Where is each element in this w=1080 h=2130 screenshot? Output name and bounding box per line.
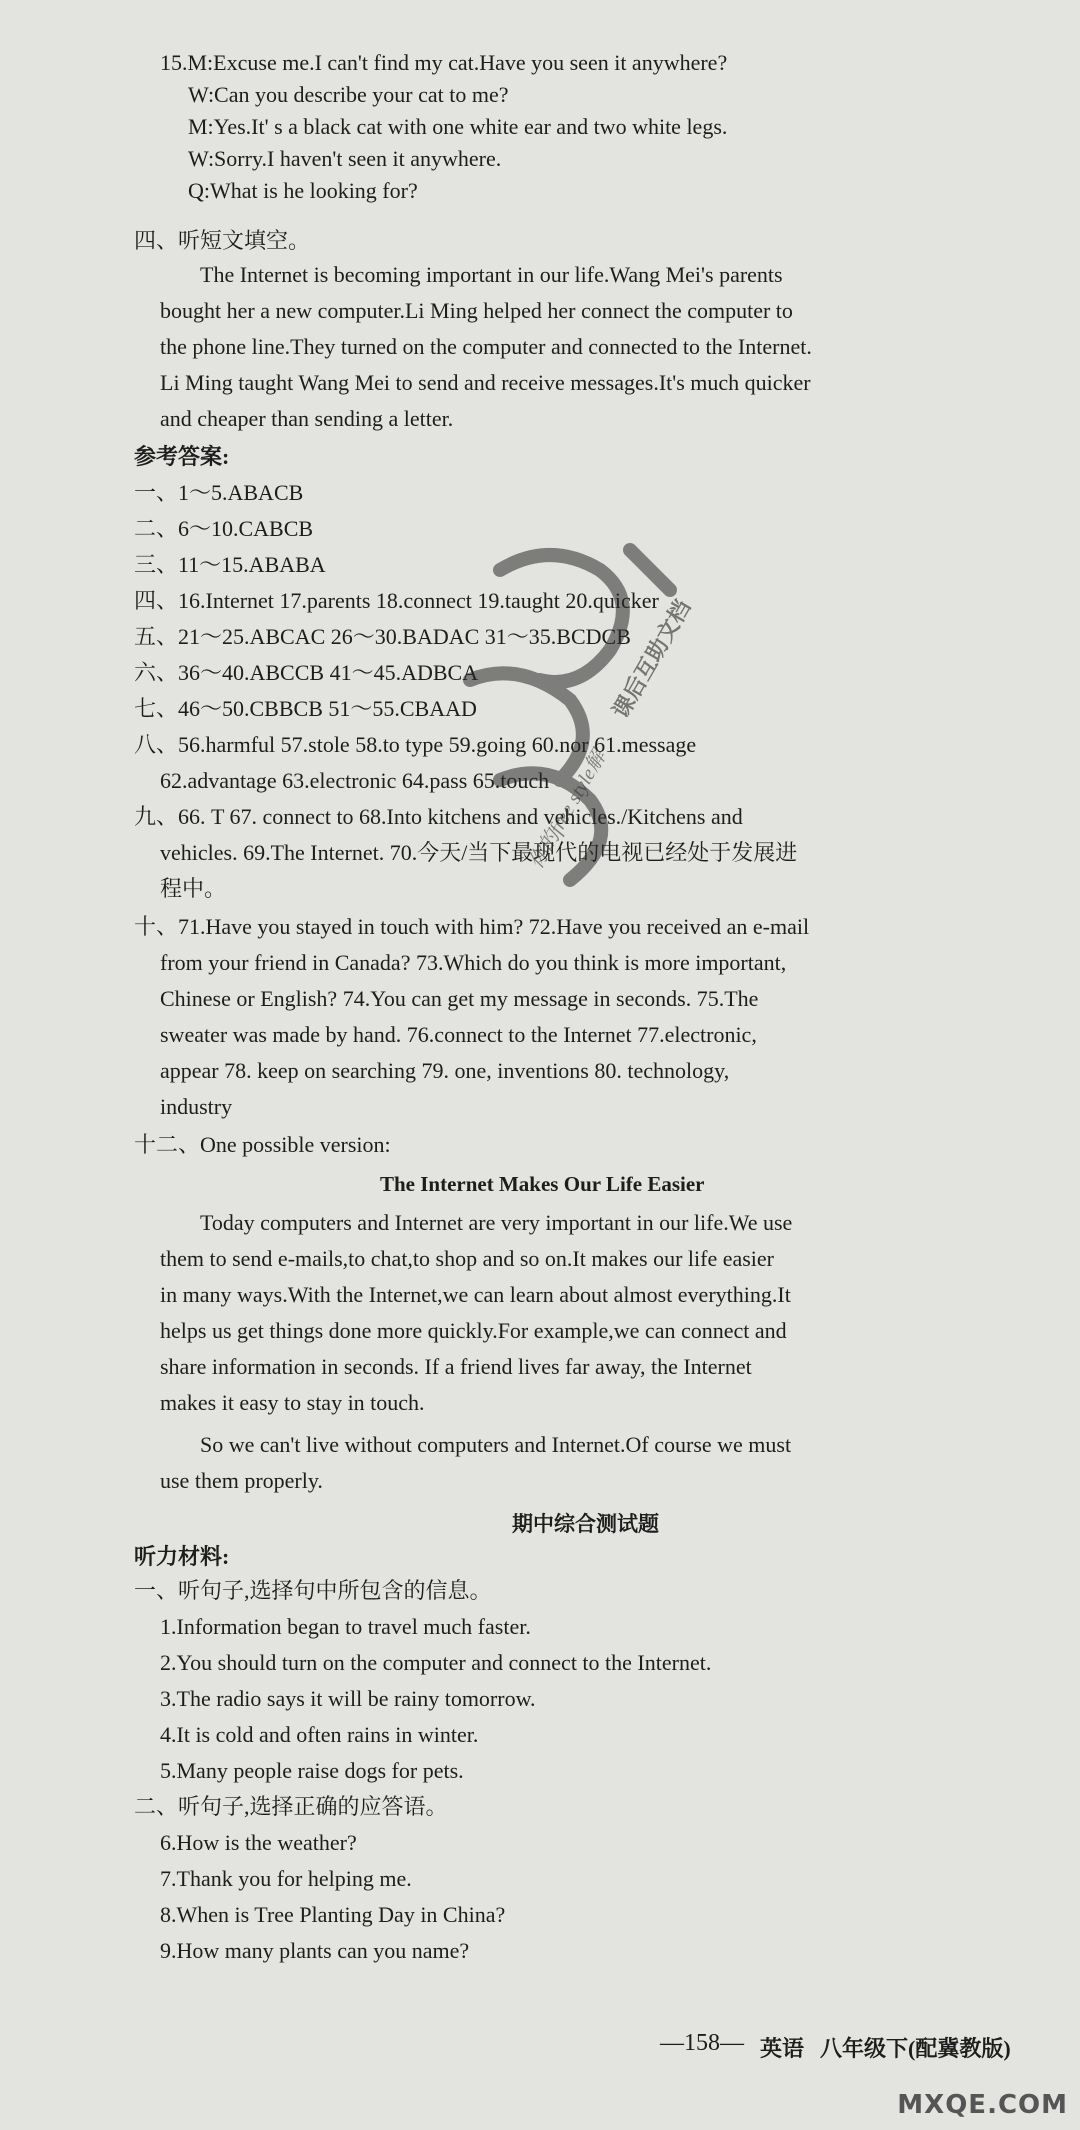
question-line: 3.The radio says it will be rainy tomorrow.: [160, 1686, 536, 1711]
question-line: 6.How is the weather?: [160, 1830, 357, 1855]
midterm-title: 期中综合测试题: [512, 1512, 659, 1536]
page-number: —158—: [660, 2030, 744, 2056]
dialogue-line: M:Yes.It' s a black cat with one white ear and two white legs.: [188, 114, 728, 139]
passage-line: bought her a new computer.Li Ming helped her connect the computer to: [160, 298, 793, 323]
answer-line: 三、11～15.ABABA: [134, 552, 326, 577]
essay-line: them to send e-mails,to chat,to shop and so on.It makes our life easier: [160, 1246, 775, 1271]
corner-logo: MXQE.COM: [897, 2090, 1068, 2120]
question-line: 8.When is Tree Planting Day in China?: [160, 1902, 506, 1927]
essay-title: The Internet Makes Our Life Easier: [380, 1172, 705, 1196]
footer-subject: 英语: [760, 2036, 805, 2061]
answer-line: 程中。: [160, 876, 227, 901]
essay-line: share information in seconds. If a friend lives far away, the Internet: [160, 1354, 752, 1379]
essay-line: makes it easy to stay in touch.: [160, 1390, 425, 1415]
answers-title: 参考答案:: [134, 444, 230, 469]
footer-grade: 八年级下(配冀教版): [820, 2036, 1011, 2061]
passage-line: the phone line.They turned on the computer and connected to the Internet.: [160, 334, 812, 359]
answer-line: 五、21～25.ABCAC 26～30.BADAC 31～35.BCDCB: [134, 624, 631, 649]
passage-line: and cheaper than sending a letter.: [160, 406, 454, 431]
answer-line: vehicles. 69.The Internet. 70.今天/当下最现代的电视已经处于发展进: [160, 840, 798, 865]
essay-line: Today computers and Internet are very important in our life.We use: [200, 1210, 793, 1235]
essay-line: helps us get things done more quickly.For example,we can connect and: [160, 1318, 787, 1343]
question-line: 9.How many plants can you name?: [160, 1938, 470, 1963]
answer-line: appear 78. keep on searching 79. one, inventions 80. technology,: [160, 1058, 730, 1083]
essay-line: use them properly.: [160, 1468, 323, 1493]
answer-line: 四、16.Internet 17.parents 18.connect 19.taught 20.quicker: [134, 588, 659, 613]
answer-line: industry: [160, 1094, 233, 1119]
answer-line: 九、66. T 67. connect to 68.Into kitchens and vehicles./Kitchens and: [134, 804, 743, 829]
dialogue-line: 15.M:Excuse me.I can't find my cat.Have you seen it anywhere?: [160, 50, 728, 75]
answer-line: 八、56.harmful 57.stole 58.to type 59.going 60.nor 61.message: [134, 732, 697, 757]
dialogue-line: W:Can you describe your cat to me?: [188, 82, 509, 107]
passage-line: The Internet is becoming important in our life.Wang Mei's parents: [200, 262, 783, 287]
listening-title: 听力材料:: [134, 1544, 230, 1569]
essay-line: in many ways.With the Internet,we can learn about almost everything.It: [160, 1282, 791, 1307]
passage-line: Li Ming taught Wang Mei to send and receive messages.It's much quicker: [160, 370, 811, 395]
answer-line: 六、36～40.ABCCB 41～45.ADBCA: [134, 660, 479, 685]
answer-line: 62.advantage 63.electronic 64.pass 65.touch: [160, 768, 550, 793]
answer-line: 二、6～10.CABCB: [134, 516, 314, 541]
dialogue-line: Q:What is he looking for?: [188, 178, 418, 203]
question-line: 2.You should turn on the computer and connect to the Internet.: [160, 1650, 712, 1675]
answer-line: from your friend in Canada? 73.Which do you think is more important,: [160, 950, 787, 975]
question-line: 1.Information began to travel much faster.: [160, 1614, 531, 1639]
answer-line: 七、46～50.CBBCB 51～55.CBAAD: [134, 696, 477, 721]
watermark-text: 你的free style解: [525, 747, 611, 873]
question-line: 4.It is cold and often rains in winter.: [160, 1722, 479, 1747]
answer-line: sweater was made by hand. 76.connect to the Internet 77.electronic,: [160, 1022, 757, 1047]
dialogue-line: W:Sorry.I haven't seen it anywhere.: [188, 146, 502, 171]
section-title: 四、听短文填空。: [134, 228, 311, 253]
essay-line: So we can't live without computers and Internet.Of course we must: [200, 1432, 792, 1457]
section-title: 一、听句子,选择句中所包含的信息。: [134, 1578, 492, 1603]
watermark-text: 课后互助文档: [607, 595, 696, 723]
answer-line: 十、71.Have you stayed in touch with him? 72.Have you received an e-mail: [134, 914, 810, 939]
section-title: 二、听句子,选择正确的应答语。: [134, 1794, 448, 1819]
answer-line: 一、1～5.ABACB: [134, 480, 304, 505]
answer-line: Chinese or English? 74.You can get my message in seconds. 75.The: [160, 986, 759, 1011]
question-line: 7.Thank you for helping me.: [160, 1866, 412, 1891]
answer-line: 十二、One possible version:: [134, 1132, 391, 1157]
question-line: 5.Many people raise dogs for pets.: [160, 1758, 464, 1783]
